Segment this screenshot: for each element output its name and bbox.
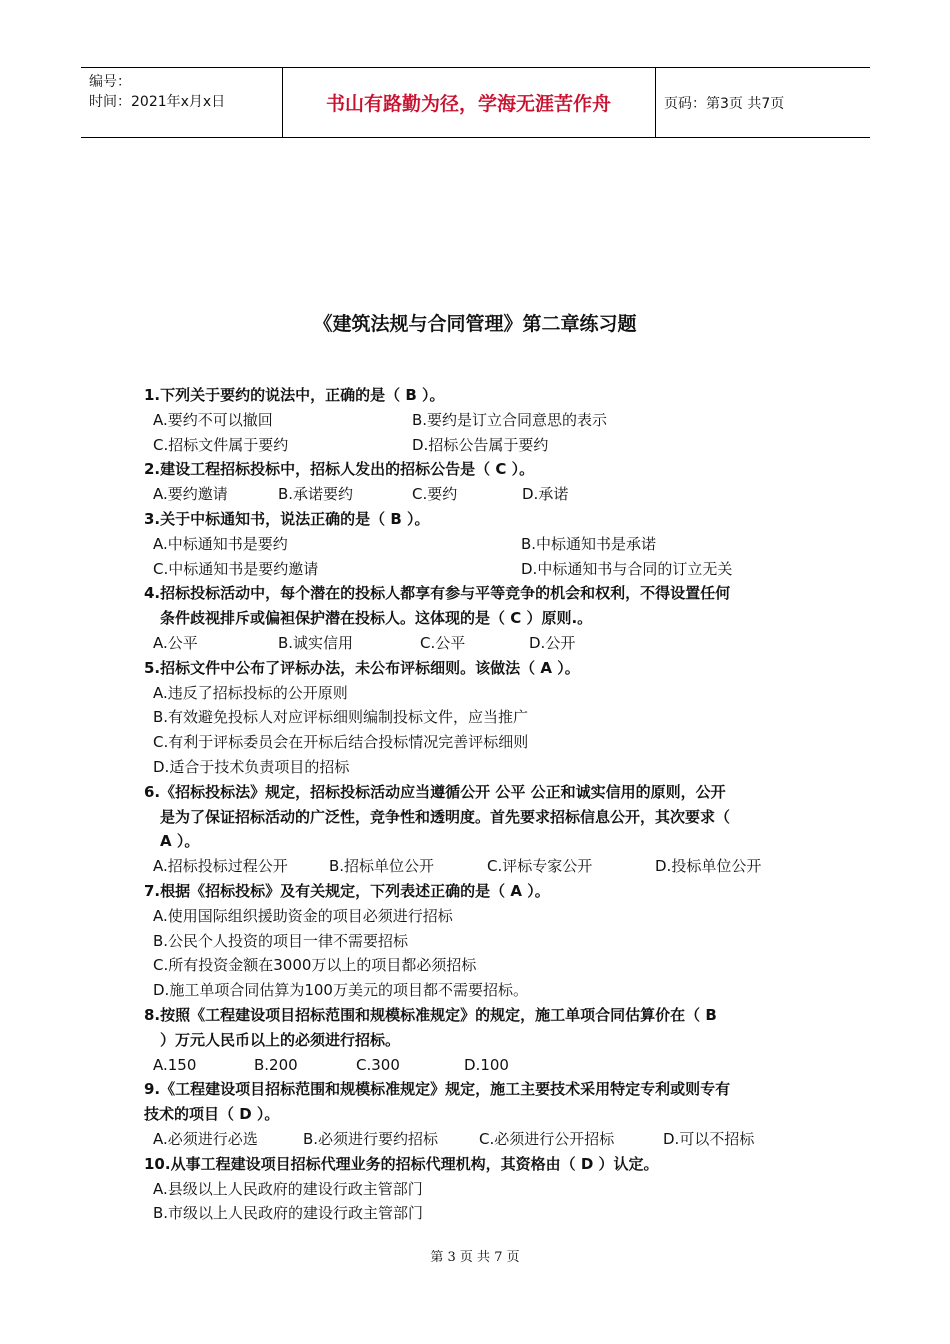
option: C.有利于评标委员会在开标后结合投标情况完善评标细则 [153, 733, 529, 752]
option: D.适合于技术负责项目的招标 [153, 757, 350, 776]
option: B.诚实信用 [278, 633, 354, 652]
answer-key: C [495, 460, 507, 479]
option: C.招标文件属于要约 [153, 435, 289, 454]
answer-key: A [510, 881, 522, 900]
answer-key: D [239, 1105, 252, 1124]
answer-key: C [510, 609, 522, 628]
option: B.中标通知书是承诺 [521, 534, 657, 553]
option: D.100 [464, 1055, 509, 1074]
question-stem: 2.建设工程招标投标中，招标人发出的招标公告是（ C ）。 [144, 460, 535, 479]
option-row [144, 532, 819, 557]
option: B.招标单位公开 [329, 857, 435, 876]
option: B.有效避免投标人对应评标细则编制投标文件，应当推广 [153, 708, 529, 727]
option: B.要约是订立合同意思的表示 [412, 410, 608, 429]
option: D.可以不招标 [663, 1129, 755, 1148]
answer-key: B [405, 386, 417, 404]
option: A.要约邀请 [153, 485, 228, 504]
answer-key: D [580, 1154, 594, 1173]
option-row [144, 1127, 819, 1152]
option: D.承诺 [522, 485, 569, 504]
option: C.必须进行公开招标 [479, 1129, 615, 1148]
option: A.中标通知书是要约 [153, 534, 288, 553]
option: A.县级以上人民政府的建设行政主管部门 [153, 1179, 423, 1198]
option-row [144, 854, 819, 879]
option: A.必须进行必选 [153, 1129, 258, 1148]
header-motto: 书山有路勤为径，学海无涯苦作舟 [325, 93, 611, 115]
header-meta [89, 72, 225, 112]
option: D.投标单位公开 [655, 857, 762, 876]
question-stem: 6.《招标投标法》规定，招标投标活动应当遵循公开 公平 公正和诚实信用的原则，公开 [144, 782, 726, 801]
option: A.违反了招标投标的公开原则 [153, 683, 348, 702]
answer-key: A [540, 658, 552, 677]
option: A.150 [153, 1055, 197, 1074]
option: C.要约 [412, 485, 458, 504]
option: B.市级以上人民政府的建设行政主管部门 [153, 1204, 424, 1223]
option-row [144, 482, 819, 507]
question-stem-continued: 是为了保证招标活动的广泛性，竞争性和透明度。首先要求招标信息公开，其次要求（ [160, 807, 731, 826]
question-stem: 7.根据《招标投标》及有关规定，下列表述正确的是（ A ）。 [144, 881, 550, 900]
option: C.评标专家公开 [487, 857, 593, 876]
question-stem: 10.从事工程建设项目招标代理业务的招标代理机构，其资格由（ D ）认定。 [144, 1154, 659, 1173]
option-row [144, 631, 819, 656]
question-stem: 8.按照《工程建设项目招标范围和规模标准规定》的规定，施工单项合同估算价在（ B [144, 1005, 717, 1024]
option: C.所有投资金额在3000万以上的项目都必须招标 [153, 956, 477, 975]
option: C.中标通知书是要约邀请 [153, 559, 319, 578]
document-time-label: 时间：2021年x月x日 [89, 94, 226, 110]
page-header [81, 67, 870, 138]
option-row [144, 408, 819, 433]
option: B.必须进行要约招标 [303, 1129, 439, 1148]
option: D.施工单项合同估算为100万美元的项目都不需要招标。 [153, 981, 528, 1000]
question-stem-continued: 条件歧视排斥或偏袒保护潜在投标人。这体现的是（ C ）原则.。 [160, 609, 593, 628]
option: A.要约不可以撤回 [153, 410, 273, 429]
question-stem-continued: 技术的项目（ D ）。 [144, 1105, 280, 1124]
question-stem-continued: A ）。 [160, 832, 200, 851]
option-row [144, 557, 819, 582]
document-number-label: 编号： [89, 74, 131, 90]
option: D.招标公告属于要约 [412, 435, 549, 454]
option: A.使用国际组织援助资金的项目必须进行招标 [153, 906, 453, 925]
question-stem: 3.关于中标通知书，说法正确的是（ B ）。 [144, 509, 430, 528]
answer-key: B [390, 509, 402, 528]
question-stem: 4.招标投标活动中，每个潜在的投标人都享有参与平等竞争的机会和权利，不得设置任何 [144, 584, 731, 603]
option-row [144, 1053, 819, 1078]
option-row [144, 433, 819, 458]
option: A.公平 [153, 633, 198, 652]
question-stem-continued: ）万元人民币以上的必须进行招标。 [160, 1030, 401, 1049]
option: D.公开 [529, 633, 576, 652]
option: B.200 [254, 1055, 298, 1074]
page-footer: 第 3 页 共 7 页 [430, 1250, 520, 1265]
option: C.300 [356, 1055, 400, 1074]
option: A.招标投标过程公开 [153, 857, 288, 876]
answer-key: A [160, 832, 172, 851]
question-stem: 5.招标文件中公布了评标办法，未公布评标细则。该做法（ A ）。 [144, 658, 580, 677]
option: B.公民个人投资的项目一律不需要招标 [153, 931, 409, 950]
header-divider [655, 68, 656, 137]
option: D.中标通知书与合同的订立无关 [521, 559, 733, 578]
option: C.公平 [420, 633, 466, 652]
header-page-info: 页码：第3页 共7页 [664, 95, 785, 112]
question-list [144, 383, 819, 1226]
answer-key: B [705, 1005, 717, 1024]
question-stem: 1.下列关于要约的说法中，正确的是（ B ）。 [144, 386, 445, 404]
question-stem: 9.《工程建设项目招标范围和规模标准规定》规定，施工主要技术采用特定专利或则专有 [144, 1080, 731, 1099]
document-title: 《建筑法规与合同管理》第二章练习题 [313, 313, 637, 335]
option: B.承诺要约 [278, 485, 354, 504]
